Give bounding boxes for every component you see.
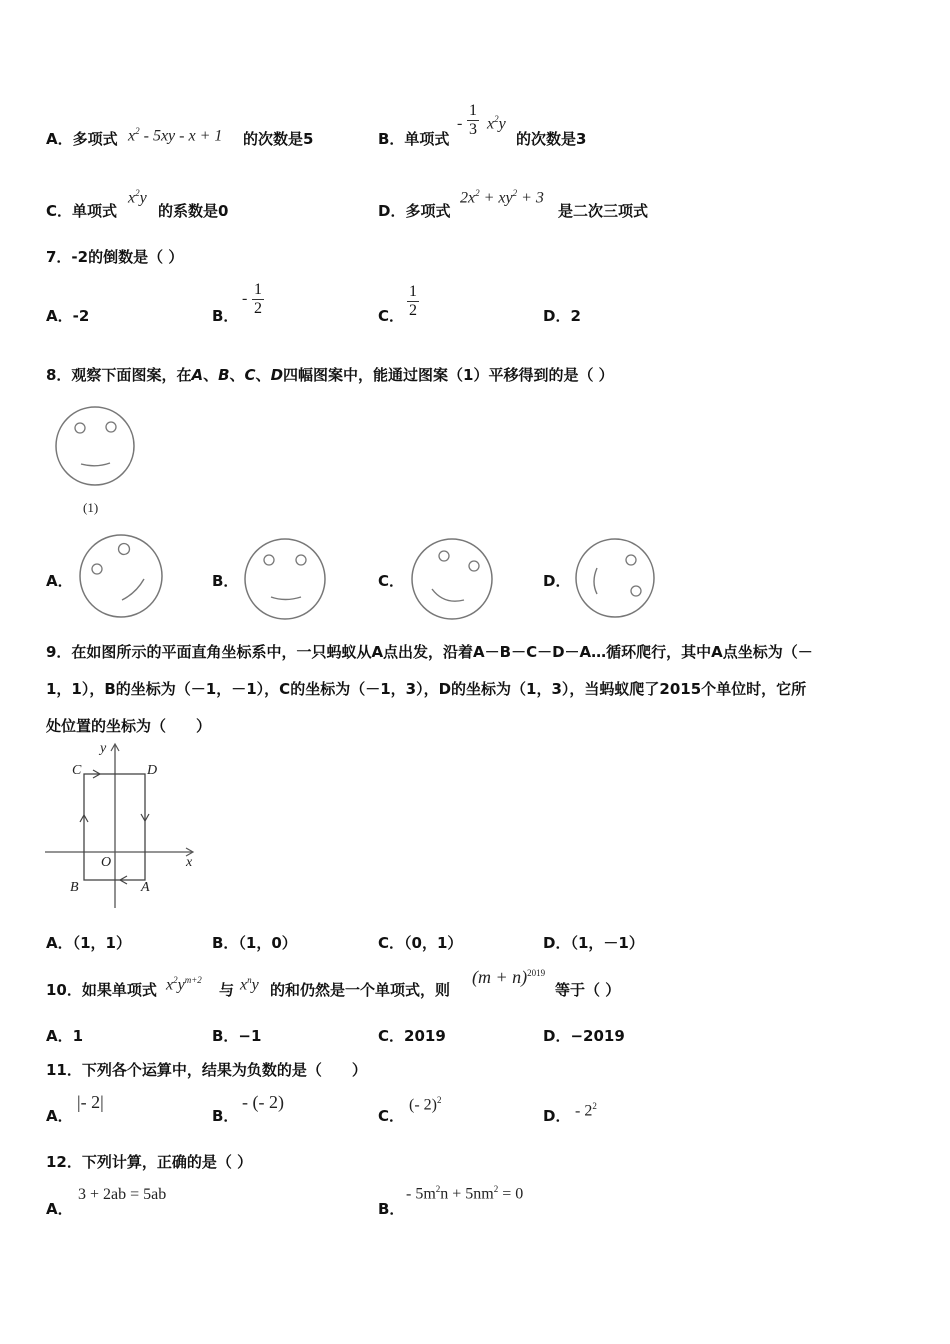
q12-b-expression: - $5m^2n + 5nm^2 = 0$ xyxy=(406,1184,524,1203)
q9-stem-line1: 9．在如图所示的平面直角坐标系中，一只蚂蚁从A点出发，沿着A－B－C－D－A…循环爬行，其中A点坐标为（－ xyxy=(46,643,813,661)
q11-b-label: B． xyxy=(212,1107,239,1125)
q8-d-face xyxy=(575,538,657,620)
q7-option-d[interactable]: D．2 xyxy=(543,307,581,325)
q8-figure-1 xyxy=(50,405,140,490)
q8-a-face xyxy=(78,533,164,619)
q9-option-d[interactable]: D．（1，－1） xyxy=(543,934,644,952)
q6-b-neg: - xyxy=(457,115,463,132)
q12-a-expression: 3 + 2ab = 5ab xyxy=(78,1186,167,1203)
q7-stem: 7．-2的倒数是（ ） xyxy=(46,248,184,266)
q12-stem: 12．下列计算，正确的是（ ） xyxy=(46,1153,253,1171)
q11-stem: 11．下列各个运算中，结果为负数的是（ ） xyxy=(46,1061,367,1079)
q10-stem-part2: 与 xyxy=(219,981,235,999)
q11-d-label: D． xyxy=(543,1107,571,1125)
q8-d-label: D． xyxy=(543,572,571,590)
q11-a-expression: |- 2| xyxy=(77,1092,104,1112)
q7-option-a[interactable]: A．-2 xyxy=(46,307,90,325)
q7-b-neg: - xyxy=(242,290,248,307)
q6-a-expression: $x^2 - 5xy - x + 1$ xyxy=(128,126,223,145)
origin-label: O xyxy=(101,855,112,870)
q9-option-a[interactable]: A．（1，1） xyxy=(46,934,131,952)
y-axis-label: y xyxy=(100,741,107,756)
q11-c-label: C． xyxy=(378,1107,405,1125)
q9-option-c[interactable]: C．（0，1） xyxy=(378,934,463,952)
q8-c-face xyxy=(410,537,494,621)
q6-a-label: A．多项式 xyxy=(46,130,118,148)
q6-c-label: C．单项式 xyxy=(46,202,118,220)
q12-b-label: B． xyxy=(378,1200,405,1218)
q10-option-c[interactable]: C．2019 xyxy=(378,1027,446,1045)
q10-stem-part1: 10．如果单项式 xyxy=(46,981,157,999)
q6-b-tail: 的次数是3 xyxy=(516,130,587,148)
q9-stem-line3: 处位置的坐标为（ ） xyxy=(46,717,212,735)
q6-d-tail: 是二次三项式 xyxy=(558,202,649,220)
q8-b-label: B． xyxy=(212,572,239,590)
face-outline xyxy=(56,407,134,485)
point-d-label: D xyxy=(147,763,158,778)
q10-stem-part3: 的和仍然是一个单项式，则 xyxy=(270,981,451,999)
q9-option-b[interactable]: B．（1，0） xyxy=(212,934,297,952)
q6-c-tail: 的系数是0 xyxy=(158,202,229,220)
point-b-label: B xyxy=(70,880,79,895)
q8-b-face xyxy=(243,537,327,621)
q6-c-expression: $x^2y$ xyxy=(128,188,147,207)
q7-c-fraction: $\frac{1}{2}$ xyxy=(409,283,417,319)
q12-a-label: A． xyxy=(46,1200,73,1218)
q10-monomial-2: $x^ny$ xyxy=(240,975,259,994)
q8-stem: 8．观察下面图案，在A、B、C、D四幅图案中，能通过图案（1）平移得到的是（ ） xyxy=(46,366,614,384)
q10-option-b[interactable]: B．−1 xyxy=(212,1027,262,1045)
q11-c-expression: (- 2)$^2$ xyxy=(409,1095,442,1114)
q7-c-label: C． xyxy=(378,307,405,325)
q6-d-label: D．多项式 xyxy=(378,202,451,220)
q6-d-expression: $2x^2 + xy^2 + 3$ xyxy=(460,188,544,207)
q6-b-label: B．单项式 xyxy=(378,130,450,148)
q8-a-label: A． xyxy=(46,572,73,590)
q11-a-label: A． xyxy=(46,1107,73,1125)
q6-b-fraction: $\frac{1}{3}$ xyxy=(469,102,477,138)
q10-expression: $(m + n)^{2019}$ xyxy=(472,967,546,987)
q10-monomial-1: $x^2y^{m+2}$ xyxy=(166,975,202,994)
q8-c-label: C． xyxy=(378,572,405,590)
right-eye xyxy=(106,422,116,432)
q9-stem-line2: 1，1），B的坐标为（－1，－1），C的坐标为（－1，3），D的坐标为（1，3），当蚂蚁爬了2015个单位时，它所 xyxy=(46,680,807,698)
q10-option-d[interactable]: D．−2019 xyxy=(543,1027,625,1045)
q7-b-fraction: $\frac{1}{2}$ xyxy=(254,281,262,317)
q11-b-expression: - (- 2) xyxy=(242,1092,284,1112)
x-axis-label: x xyxy=(186,855,193,870)
q9-coordinate-figure xyxy=(40,740,200,910)
point-c-label: C xyxy=(72,763,82,778)
q8-figure-caption: (1) xyxy=(83,500,99,515)
q6-a-tail: 的次数是5 xyxy=(243,130,314,148)
q10-stem-part4: 等于（ ） xyxy=(555,981,621,999)
mouth xyxy=(81,463,110,466)
point-a-label: A xyxy=(141,880,150,895)
left-eye xyxy=(75,423,85,433)
q6-b-expression: $x^2y$ xyxy=(487,114,506,133)
q10-option-a[interactable]: A．1 xyxy=(46,1027,84,1045)
q11-d-expression: - $2^2$ xyxy=(575,1101,597,1120)
q7-b-label: B． xyxy=(212,307,239,325)
